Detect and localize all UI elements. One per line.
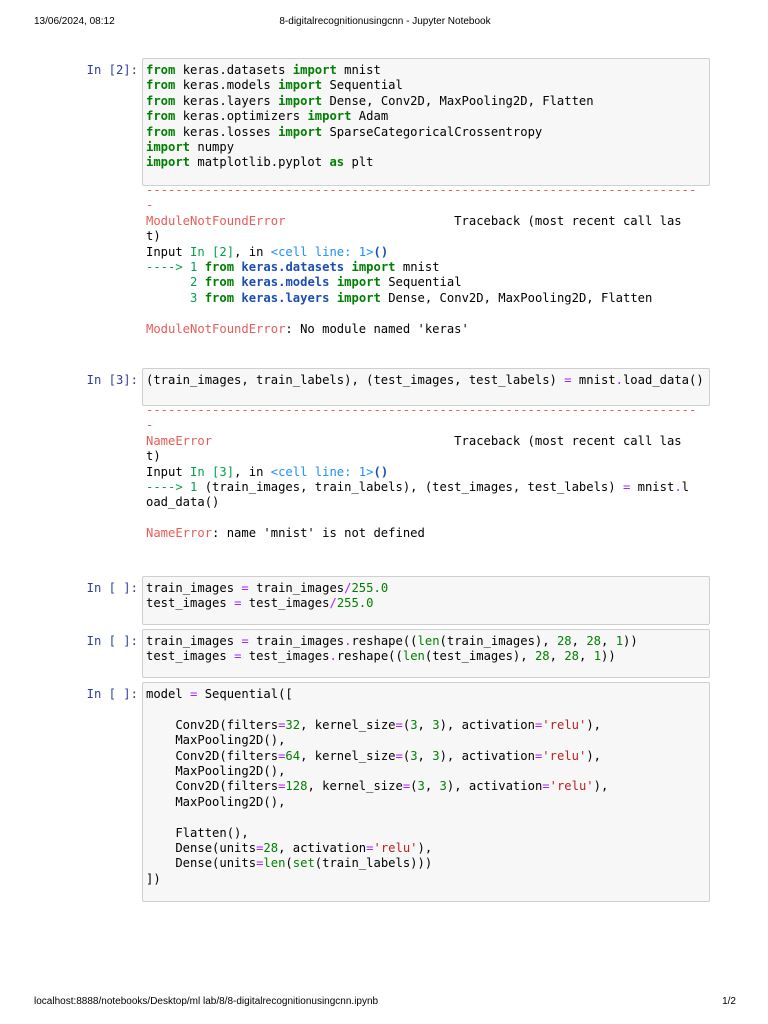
output-token: : name 'mnist' is not defined [212, 526, 425, 541]
code-token: 32 [285, 717, 301, 732]
code-token: 3 [410, 717, 418, 732]
cell-prompt: In [2]: [86, 63, 138, 77]
output-token [329, 275, 336, 289]
output-token: from [204, 275, 235, 290]
output-token: import [351, 259, 396, 274]
print-page-title: 8-digitalrecognitionusingcnn - Jupyter Notebook [279, 16, 491, 27]
cell-prompt: In [3]: [86, 373, 138, 387]
output-line [146, 229, 710, 244]
output-line [146, 495, 710, 510]
code-token: 28 [263, 840, 279, 855]
code-token: ), [593, 779, 609, 794]
code-line [146, 826, 705, 841]
output-line [146, 306, 710, 321]
code-token: from [146, 109, 176, 124]
code-token: = [395, 748, 403, 763]
output-line [146, 198, 710, 213]
code-token: ), [417, 840, 433, 855]
code-line [146, 649, 705, 664]
output-token: NameError [146, 526, 213, 541]
code-token: ), activation [439, 748, 535, 763]
output-token: t) [146, 229, 161, 244]
print-footer [34, 996, 736, 1010]
code-token: 3 [432, 748, 440, 763]
code-token: = [534, 717, 543, 732]
code-token: Sequential [322, 78, 403, 93]
code-token: matplotlib.pyplot [190, 155, 330, 170]
code-line [146, 78, 705, 93]
output-token: <cell line: 1> [270, 244, 374, 259]
output-token: oad_data() [146, 495, 220, 510]
code-line [146, 634, 705, 649]
code-line [146, 155, 705, 170]
code-token: as [329, 155, 345, 170]
code-token: . [329, 649, 337, 664]
output-token: <cell line: 1> [270, 464, 374, 479]
code-token: ( [285, 856, 293, 871]
output-token: . [674, 479, 682, 494]
code-token: 28 [586, 634, 601, 648]
output-line [146, 275, 710, 290]
code-token: , [417, 748, 433, 763]
code-token: ( [402, 717, 411, 732]
output-token [197, 291, 204, 305]
code-line [146, 125, 705, 140]
code-token: 'relu' [542, 717, 587, 732]
output-line [146, 511, 710, 526]
output-token: keras.layers [241, 290, 330, 305]
code-line [146, 596, 705, 611]
code-token: test_images [146, 649, 235, 664]
output-token: ----> 1 [146, 259, 198, 274]
output-line [146, 403, 710, 418]
output-token: t) [146, 449, 161, 464]
code-token: (test_images), [424, 649, 535, 664]
code-input[interactable] [142, 58, 710, 186]
output-line [146, 291, 710, 306]
code-token: = [234, 649, 242, 664]
code-token: ( [402, 748, 411, 763]
output-token: mnist [630, 479, 675, 494]
code-token: ]) [146, 871, 161, 886]
code-token: 3 [439, 779, 447, 794]
code-token: = [278, 748, 286, 763]
output-token [197, 260, 204, 274]
code-token: MaxPooling2D(), [146, 733, 286, 748]
code-token: 64 [285, 748, 301, 763]
code-token: keras.layers [175, 93, 279, 108]
output-token: () [373, 244, 389, 259]
code-token: Dense(units [146, 840, 257, 855]
code-token: = [402, 779, 411, 794]
code-token: , [549, 649, 565, 664]
output-token: (train_images, train_labels), (test_images, test_labels) [197, 479, 623, 494]
code-token: import [278, 93, 323, 108]
code-token: len [402, 649, 425, 664]
output-line [146, 183, 710, 198]
output-token: Dense, Conv2D, MaxPooling2D, Flatten [380, 290, 653, 305]
output-token: : No module named 'keras' [285, 321, 469, 336]
code-token: from [146, 78, 176, 93]
code-token: len [263, 856, 286, 871]
code-token: , [571, 634, 587, 648]
code-line [146, 795, 705, 810]
output-token [344, 260, 351, 274]
code-token: Conv2D(filters [146, 779, 279, 794]
code-token: ), activation [446, 779, 543, 794]
code-token: mnist [336, 63, 381, 77]
code-token: mnist [571, 373, 616, 387]
code-token: , kernel_size [300, 748, 396, 763]
output-token: = [622, 479, 631, 494]
code-token: plt [344, 155, 374, 170]
code-token: import [146, 155, 191, 170]
code-token: (train_images, train_labels), (test_images, test_labels) [146, 373, 565, 387]
code-token: = [278, 779, 286, 794]
output-line [146, 526, 710, 541]
print-header [34, 16, 736, 30]
output-line [146, 322, 710, 337]
code-token: import [278, 78, 323, 93]
output-token [146, 275, 190, 289]
output-token: Sequential [380, 275, 462, 290]
code-token: reshape(( [336, 649, 403, 664]
cell-prompt: In [ ]: [86, 634, 138, 648]
code-token: from [146, 63, 176, 77]
code-token: 1 [615, 634, 624, 648]
code-token: Conv2D(filters [146, 748, 279, 763]
output-token: --------------------------------------------------------------------------- [146, 403, 697, 417]
output-token: ModuleNotFoundError [146, 213, 286, 228]
code-token: Sequential([ [197, 687, 293, 701]
code-token: 3 [410, 748, 418, 763]
code-token: , kernel_size [300, 717, 396, 732]
code-token: = [534, 748, 543, 763]
code-token: ), [586, 717, 602, 732]
output-token [146, 291, 190, 305]
code-token: . [615, 373, 623, 387]
code-line [146, 749, 705, 764]
output-token: () [373, 464, 389, 479]
output-token: keras.models [241, 275, 330, 290]
code-token: 28 [534, 649, 550, 664]
code-token: 'relu' [542, 748, 587, 763]
code-token: keras.datasets [175, 63, 293, 77]
code-line [146, 764, 705, 779]
code-token: = [256, 856, 264, 871]
code-token: Conv2D(filters [146, 717, 279, 732]
code-token: ( [410, 779, 418, 794]
output-token: In [3] [190, 464, 235, 479]
output-line [146, 214, 710, 229]
output-token: from [204, 290, 235, 305]
code-token: / [344, 581, 352, 595]
output-token: import [336, 290, 381, 305]
code-token: import [292, 63, 337, 77]
code-token: train_images [248, 581, 345, 595]
code-line [146, 872, 705, 887]
code-line [146, 856, 705, 871]
output-line [146, 260, 710, 275]
code-token: . [344, 634, 352, 648]
output-token: ModuleNotFoundError [146, 321, 286, 336]
code-token: MaxPooling2D(), [146, 763, 286, 778]
code-token: MaxPooling2D(), [146, 794, 286, 809]
code-line [146, 702, 705, 717]
output-token [197, 275, 204, 289]
output-token: Input [146, 244, 191, 259]
output-token: ----> 1 [146, 479, 198, 494]
code-line [146, 718, 705, 733]
output-line [146, 434, 710, 449]
output-token: 2 [190, 275, 198, 290]
cell-output-error [146, 183, 710, 337]
code-token: model [146, 687, 191, 701]
code-token: , [417, 717, 433, 732]
code-token: train_images [248, 634, 345, 648]
code-token: 'relu' [373, 840, 418, 855]
output-token: Traceback (most recent call las [212, 433, 682, 448]
code-token: = [366, 840, 374, 855]
code-token: 255.0 [336, 596, 374, 611]
code-line [146, 94, 705, 109]
cell-prompt: In [ ]: [86, 687, 138, 701]
code-line [146, 810, 705, 825]
code-token: = [190, 687, 198, 701]
output-token: NameError [146, 433, 213, 448]
code-token: 28 [556, 634, 572, 648]
code-line [146, 687, 705, 702]
code-token: load_data() [622, 373, 704, 387]
output-token: 3 [190, 290, 198, 305]
code-token: keras.models [175, 78, 279, 93]
output-line [146, 480, 710, 495]
code-token: Flatten(), [146, 825, 249, 840]
code-token: numpy [190, 139, 235, 154]
output-token: , in [234, 464, 271, 479]
code-token: keras.optimizers [175, 109, 308, 124]
code-line [146, 779, 705, 794]
code-line [146, 733, 705, 748]
cell-output-error [146, 403, 710, 542]
code-token: ), [586, 748, 602, 763]
print-page-number: 1/2 [722, 996, 736, 1007]
output-token: In [2] [190, 244, 235, 259]
code-token: 1 [593, 649, 602, 664]
code-token: = [542, 779, 550, 794]
output-token: Traceback (most recent call las [285, 213, 682, 228]
code-line [146, 841, 705, 856]
code-token: keras.losses [175, 124, 279, 139]
code-token: , kernel_size [307, 779, 403, 794]
code-token: reshape(( [351, 634, 418, 648]
code-token: / [329, 596, 337, 611]
code-token: test_images [241, 596, 330, 611]
code-line [146, 63, 705, 78]
output-line [146, 245, 710, 260]
code-token: set [292, 856, 315, 871]
code-input[interactable] [142, 576, 710, 625]
code-line [146, 109, 705, 124]
output-token: - [146, 198, 154, 213]
code-line [146, 140, 705, 155]
output-token: from [204, 259, 235, 274]
code-token: test_images [241, 649, 330, 664]
code-token: import [307, 109, 352, 124]
output-token: mnist [395, 259, 440, 274]
code-token: = [241, 634, 249, 648]
code-token: Adam [351, 109, 389, 124]
code-token: 128 [285, 779, 308, 794]
code-token: 'relu' [549, 779, 594, 794]
output-token: l [681, 479, 690, 494]
code-token: 3 [417, 779, 425, 794]
output-token: keras.datasets [241, 259, 345, 274]
print-datetime: 13/06/2024, 08:12 [34, 16, 115, 27]
output-line [146, 418, 710, 433]
code-token: train_images [146, 634, 242, 648]
code-token: = [278, 717, 286, 732]
code-token: = [234, 596, 242, 611]
code-token: , [579, 649, 594, 664]
code-token: = [241, 581, 249, 595]
output-line [146, 465, 710, 480]
code-token: Dense(units [146, 856, 257, 871]
code-token: SparseCategoricalCrossentropy [322, 124, 543, 139]
code-token: 3 [432, 717, 440, 732]
code-token: = [395, 717, 403, 732]
code-token: = [564, 373, 572, 387]
code-token: , activation [278, 840, 367, 855]
output-token [329, 291, 336, 305]
code-token: Dense, Conv2D, MaxPooling2D, Flatten [322, 93, 594, 108]
code-input[interactable] [142, 682, 710, 902]
output-token: , in [234, 244, 271, 259]
code-token: )) [623, 634, 638, 648]
code-token: (train_images), [439, 634, 557, 648]
cell-prompt: In [ ]: [86, 581, 138, 595]
code-token: import [146, 139, 191, 154]
output-token: - [146, 418, 154, 433]
code-token: )) [601, 649, 616, 664]
code-line [146, 373, 705, 388]
output-line [146, 449, 710, 464]
code-token: , [601, 634, 616, 648]
code-token: 255.0 [351, 581, 389, 595]
code-token: len [417, 634, 440, 648]
output-token: --------------------------------------------------------------------------- [146, 183, 697, 197]
code-token: from [146, 124, 176, 139]
output-token: Input [146, 464, 191, 479]
code-token: test_images [146, 596, 235, 611]
code-token: from [146, 93, 176, 108]
code-token: , [424, 779, 440, 794]
code-token: 28 [564, 649, 579, 664]
code-token: import [278, 124, 323, 139]
code-token: ), activation [439, 717, 535, 732]
output-token: import [336, 275, 381, 290]
code-token: = [256, 840, 264, 855]
print-url: localhost:8888/notebooks/Desktop/ml lab/8/8-digitalrecognitionusingcnn.ipynb [34, 996, 379, 1007]
code-token: train_images [146, 581, 242, 595]
code-line [146, 581, 705, 596]
code-input[interactable] [142, 629, 710, 678]
code-input[interactable] [142, 368, 710, 406]
code-token: (train_labels))) [314, 856, 433, 871]
